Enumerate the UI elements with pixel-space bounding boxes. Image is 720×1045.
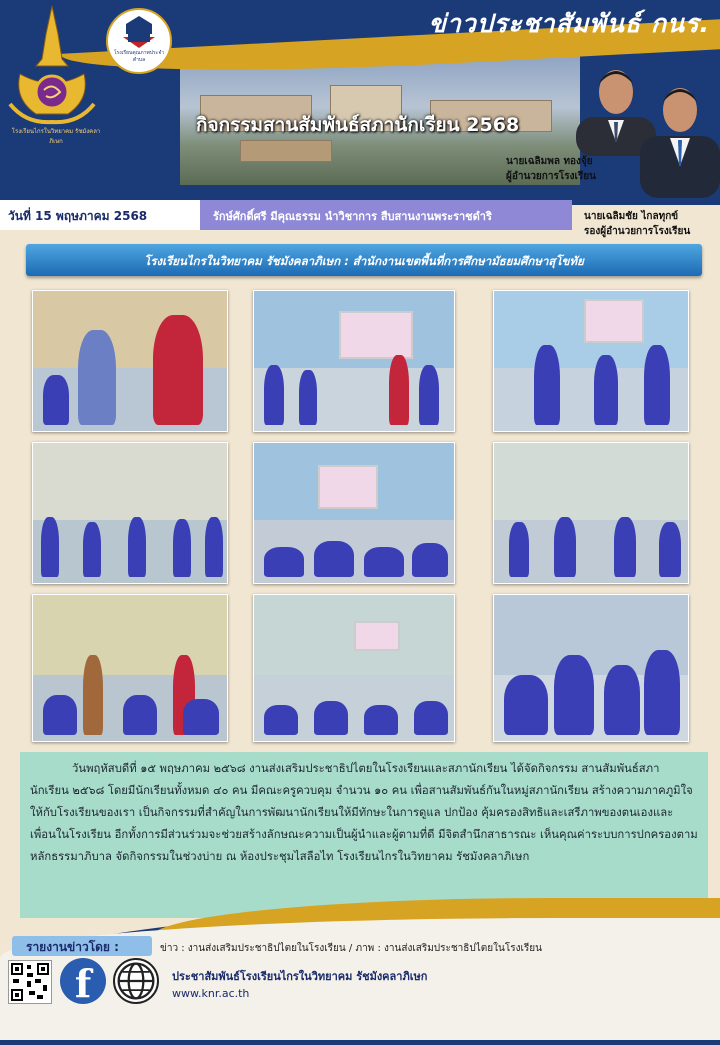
report-label: รายงานข่าวโดย : — [26, 940, 119, 954]
website-link[interactable]: www.knr.ac.th — [172, 987, 250, 1000]
news-title: ข่าวประชาสัมพันธ์ กนร. — [428, 9, 710, 38]
quality-school-logo — [106, 8, 172, 74]
school-crest-logo — [6, 4, 98, 130]
publish-date: วันที่ 15 พฤษภาคม 2568 — [8, 209, 148, 223]
director-name: นายเฉลิมพล ทองจุ้ย — [506, 156, 593, 167]
globe-icon[interactable] — [113, 958, 159, 1004]
activity-title: กิจกรรมสานสัมพันธ์สภานักเรียน 2568 — [196, 114, 520, 136]
deputy-portrait — [638, 78, 720, 198]
activity-photo-6[interactable] — [493, 442, 689, 584]
school-banner-text: โรงเรียนไกรในวิทยาคม รัชมังคลาภิเษก : สำนักงานเขตพื้นที่การศึกษามัธยมศึกษาสุโขทัย — [144, 254, 584, 268]
director-role: ผู้อำนวยการโรงเรียน — [506, 171, 596, 182]
news-credit: ข่าว : งานส่งเสริมประชาธิปไตยในโรงเรียน / ภาพ : งานส่งเสริมประชาธิปไตยในโรงเรียน — [160, 943, 542, 954]
activity-photo-5[interactable] — [253, 442, 455, 584]
facebook-page-name[interactable]: ประชาสัมพันธ์โรงเรียนไกรในวิทยาคม รัชมังคลาภิเษก — [172, 970, 428, 983]
school-motto: รักษ์ศักดิ์ศรี มีคุณธรรม นำวิชาการ สืบสานงานพระราชดำริ — [213, 210, 492, 223]
qr-code-icon[interactable] — [8, 960, 52, 1004]
activity-photo-8[interactable] — [253, 594, 455, 742]
activity-photo-7[interactable] — [32, 594, 228, 742]
crest-caption: โรงเรียนไกรในวิทยาคม รัชมังคลาภิเษก — [11, 128, 101, 145]
director-caption — [506, 154, 596, 184]
activity-photo-1[interactable] — [32, 290, 228, 432]
deputy-caption — [584, 209, 690, 239]
activity-photo-3[interactable] — [493, 290, 689, 432]
deputy-name: นายเฉลิมชัย ไกลทุกข์ — [584, 211, 679, 222]
deputy-role: รองผู้อำนวยการโรงเรียน — [584, 226, 691, 237]
logo2-caption: โรงเรียนคุณภาพประจำตำบล — [113, 50, 165, 63]
facebook-icon[interactable]: f — [60, 958, 106, 1004]
activity-photo-9[interactable] — [493, 594, 689, 742]
activity-photo-2[interactable] — [253, 290, 455, 432]
article-paragraph: วันพฤหัสบดีที่ ๑๕ พฤษภาคม ๒๕๖๘ งานส่งเสริมประชาธิปไตยในโรงเรียนและสภานักเรียน ได้จัดกิจกรรม สานสัมพันธ์สภานักเรียน ๒๕๖๘ โดยมีนักเรียนทั้งหมด ๔๐ คน มีคณะครูควบคุม จำนวน ๑๐ คน เพื่อสานสัมพันธ์กันในหมู่สภานักเรียน สร้างความภาคภูมิใจให้กับโรงเรียนของเรา เป็นกิจกรรมที่สำคัญในการพัฒนานักเรียนให้มีทักษะในการดูแล ปกป้อง คุ้มครองสิทธิและเสรีภาพของตนเองและเพื่อนในโรงเรียน อีกทั้งการมีส่วนร่วมจะช่วยสร้างลักษณะความเป็นผู้นำและผู้ตามที่ดี มีจิตสำนึกสาธารณะ เห็นคุณค่าระบบการปกครองตามหลักธรรมาภิบาล จัดกิจกรรมในช่วงบ่าย ณ ห้องประชุมไสลือไท โรงเรียนไกรในวิทยาคม รัชมังคลาภิเษก — [30, 762, 698, 863]
activity-photo-4[interactable] — [32, 442, 228, 584]
article-body — [30, 758, 698, 868]
